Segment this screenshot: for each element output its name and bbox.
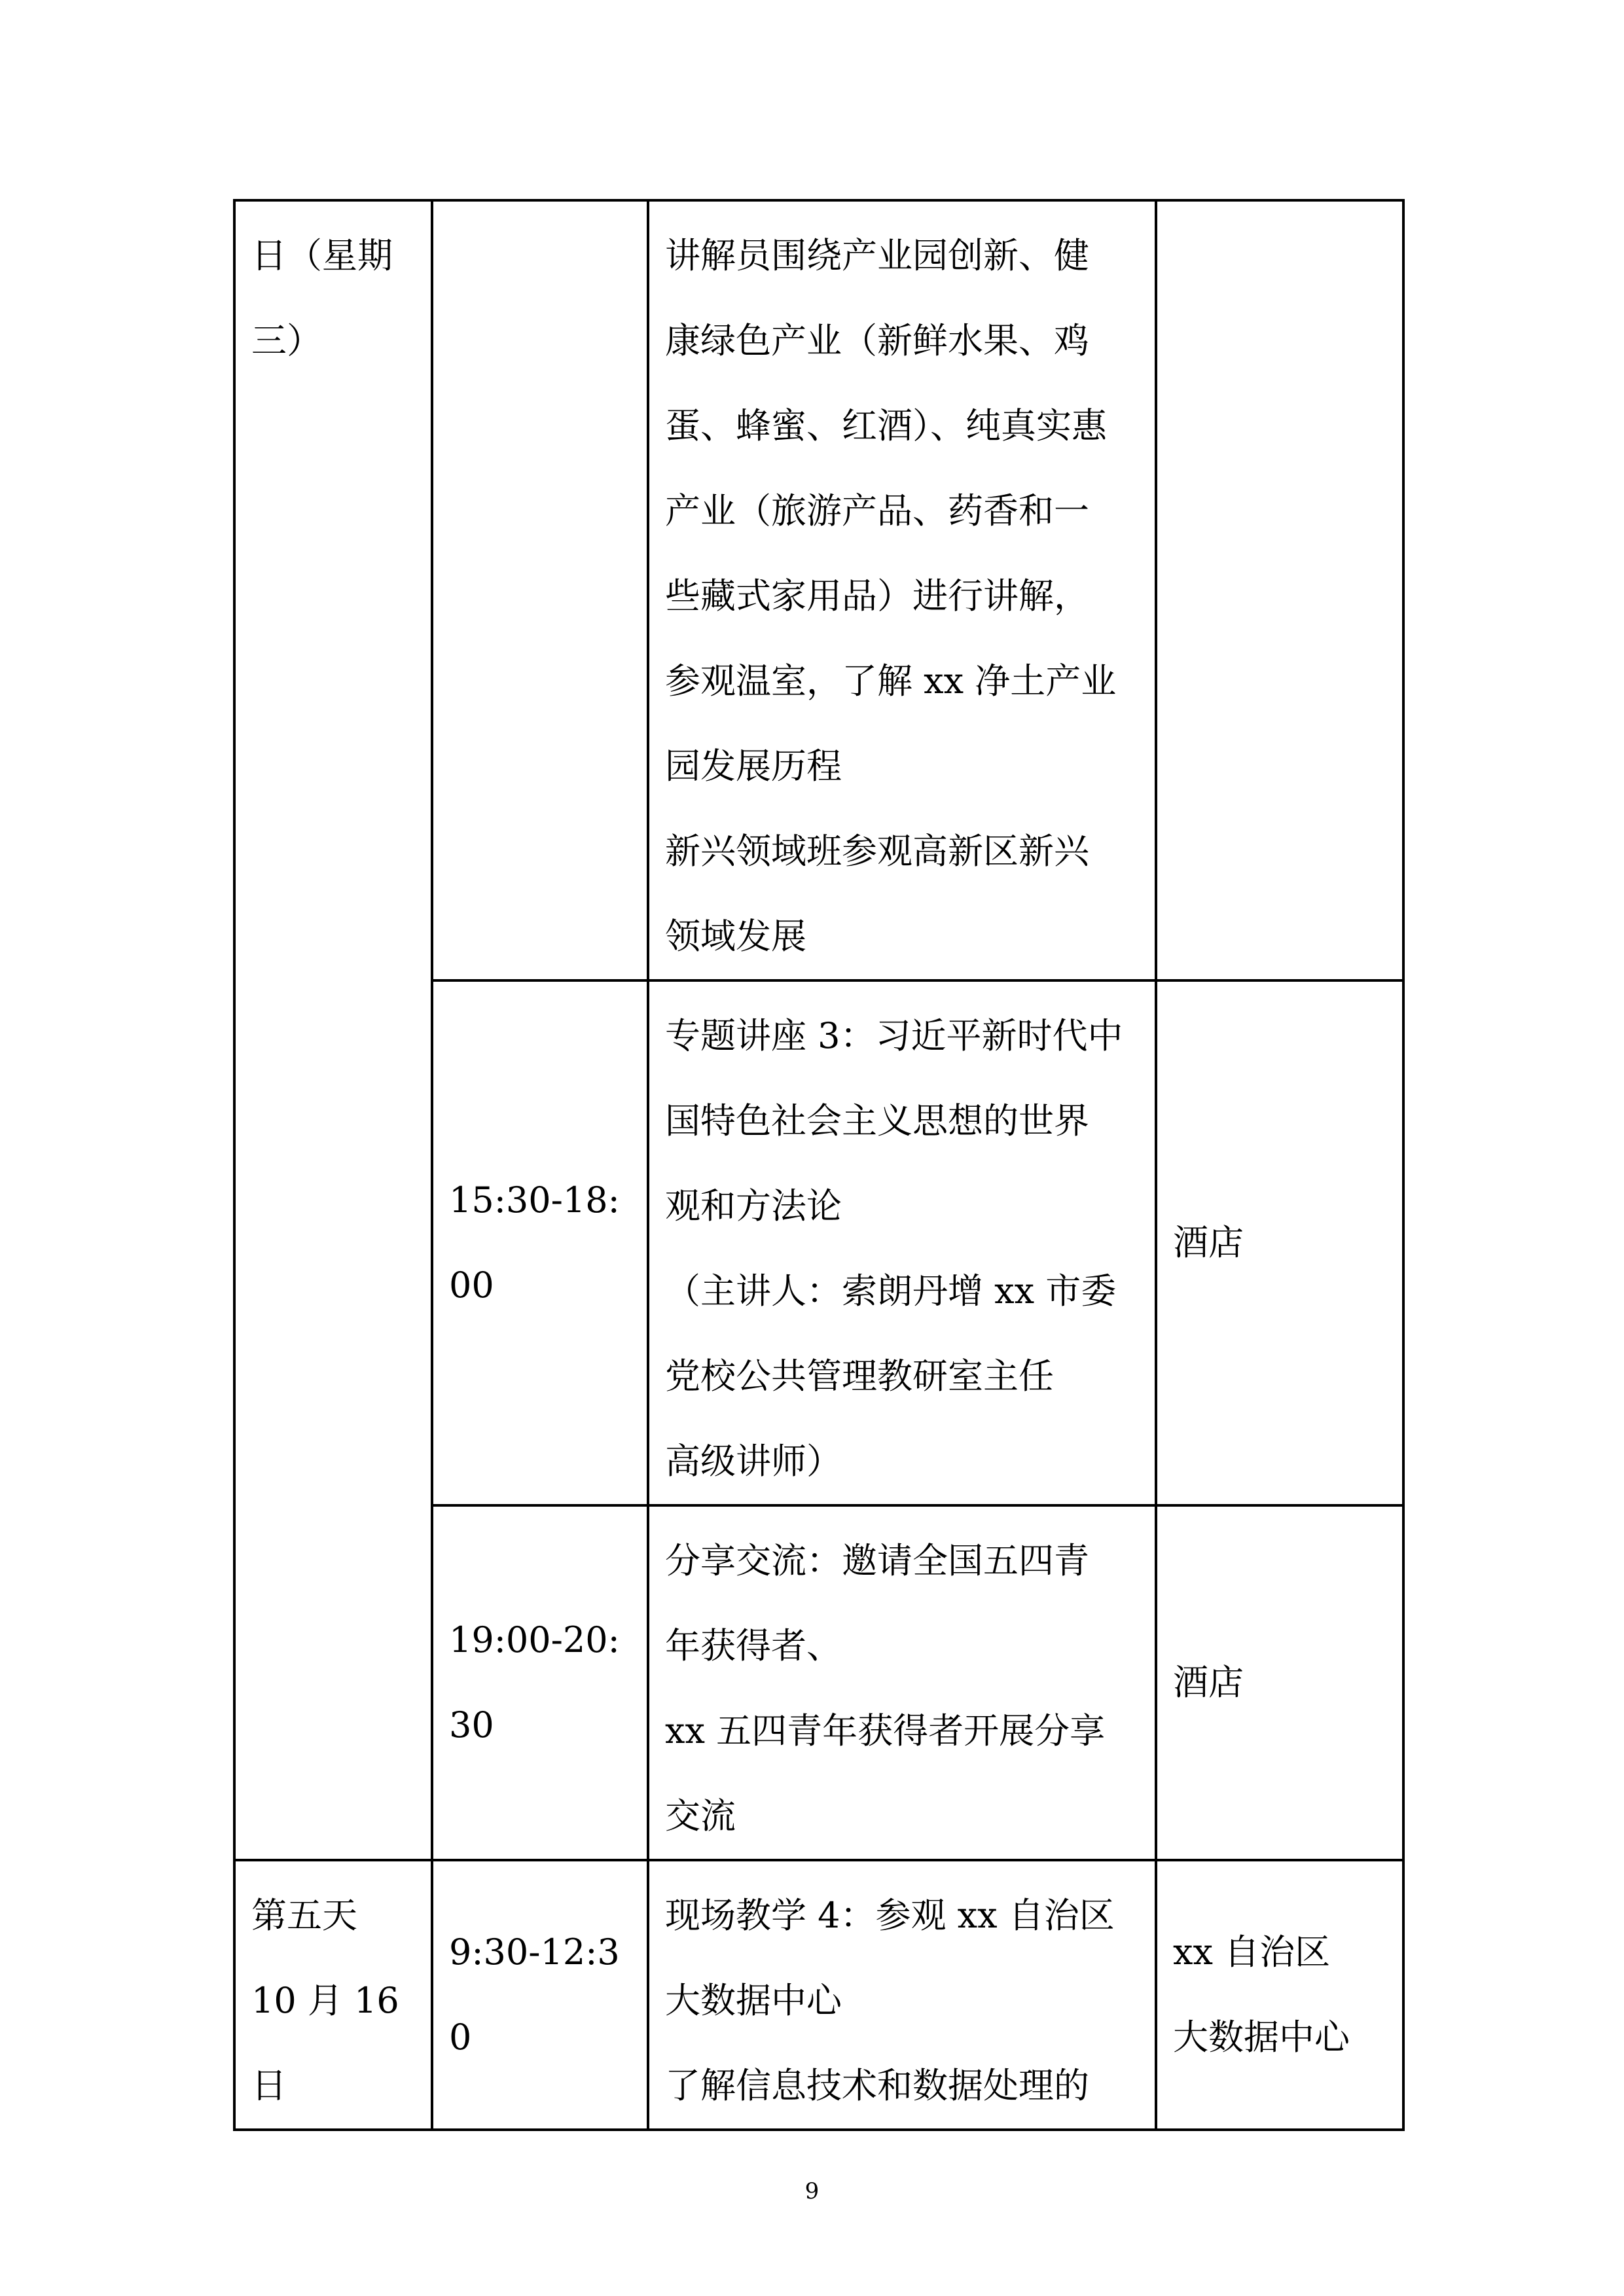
content-line: 专题讲座 3：习近平新时代中 — [665, 1015, 1123, 1056]
content-line: 讲解员围绕产业园创新、健 — [665, 235, 1089, 276]
location-cell — [1156, 1505, 1403, 1860]
content-line: 大数据中心 — [665, 1980, 842, 2021]
content-line: （主讲人：索朗丹增 xx 市委 — [665, 1270, 1117, 1312]
content-line: 新兴领域班参观高新区新兴 — [665, 831, 1089, 872]
time-line: 19:00-20: — [449, 1619, 620, 1660]
time-line: 15:30-18: — [449, 1179, 620, 1221]
content-line: 了解信息技术和数据处理的 — [665, 2065, 1089, 2106]
location-cell — [1156, 980, 1403, 1505]
time-cell — [432, 1860, 648, 2130]
date-line: 日 — [251, 2065, 287, 2106]
time-line: 9:30-12:3 — [449, 1931, 620, 1973]
content-line: xx 五四青年获得者开展分享 — [665, 1710, 1106, 1751]
content-line: 国特色社会主义思想的世界 — [665, 1100, 1089, 1141]
content-line: 参观温室，了解 xx 净土产业 — [665, 660, 1117, 702]
location-cell — [1156, 1860, 1403, 2130]
schedule-table — [233, 199, 1405, 2131]
location-line: 酒店 — [1173, 1222, 1244, 1263]
content-line: 交流 — [665, 1795, 736, 1837]
content-cell — [648, 980, 1156, 1505]
location-line: xx 自治区 — [1173, 1931, 1331, 1973]
content-cell — [648, 1860, 1156, 2130]
content-line: 些藏式家用品）进行讲解， — [665, 575, 1089, 617]
date-line: 三） — [251, 320, 322, 361]
time-line: 30 — [449, 1704, 494, 1746]
content-line: 蛋、蜂蜜、红酒）、纯真实惠 — [665, 405, 1107, 446]
content-cell — [648, 1505, 1156, 1860]
content-line: 分享交流：邀请全国五四青 — [665, 1540, 1089, 1581]
content-line: 产业（旅游产品、药香和一 — [665, 490, 1089, 531]
table-row — [234, 200, 1403, 980]
date-line: 10 月 16 — [251, 1980, 399, 2021]
date-cell — [234, 200, 432, 1860]
time-cell — [432, 1505, 648, 1860]
location-line: 酒店 — [1173, 1662, 1244, 1703]
content-line: 领域发展 — [665, 916, 806, 957]
time-cell — [432, 200, 648, 980]
date-line: 第五天 — [251, 1895, 357, 1936]
content-line: 现场教学 4：参观 xx 自治区 — [665, 1895, 1115, 1936]
time-cell — [432, 980, 648, 1505]
content-line: 观和方法论 — [665, 1185, 842, 1227]
content-line: 园发展历程 — [665, 745, 842, 787]
content-line: 高级讲师） — [665, 1441, 842, 1482]
location-cell — [1156, 200, 1403, 980]
date-cell — [234, 1860, 432, 2130]
date-line: 日（星期 — [251, 235, 393, 276]
time-line: 00 — [449, 1265, 494, 1306]
location-line: 大数据中心 — [1173, 2017, 1350, 2058]
content-cell — [648, 200, 1156, 980]
content-line: 年获得者、 — [665, 1625, 842, 1666]
time-line: 0 — [449, 2017, 472, 2058]
content-line: 康绿色产业（新鲜水果、鸡 — [665, 320, 1089, 361]
page-number: 9 — [804, 2178, 820, 2204]
table-row — [234, 1860, 1403, 2130]
content-line: 党校公共管理教研室主任 — [665, 1355, 1054, 1397]
